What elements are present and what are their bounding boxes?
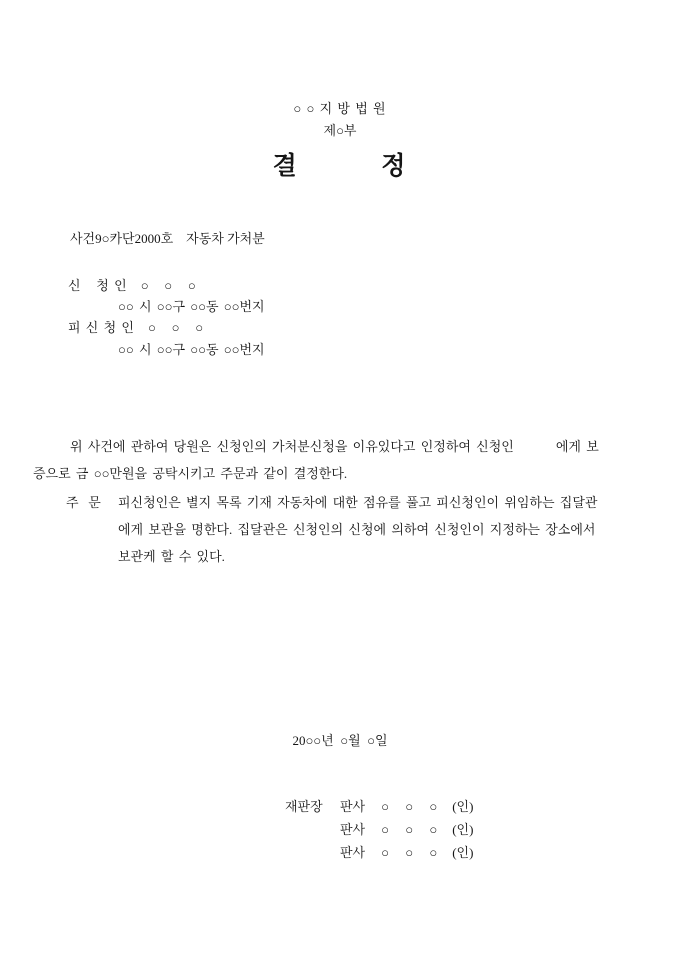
decision-date: 20○○년 ○월 ○일 bbox=[292, 733, 388, 748]
party-row-respondent bbox=[68, 318, 203, 338]
order-line-3: 보관케 할 수 있다. bbox=[118, 549, 225, 564]
decision-reason-line-1: 위 사건에 관하여 당원은 신청인의 가처분신청을 이유있다고 인정하여 신청인 에게 보 bbox=[70, 439, 599, 454]
judge-name: ○ ○ ○ bbox=[381, 845, 438, 860]
judge-name: ○ ○ ○ bbox=[381, 799, 438, 814]
judge-row-3 bbox=[285, 843, 473, 863]
judge-name: ○ ○ ○ bbox=[381, 822, 438, 837]
judge-row-2 bbox=[285, 820, 473, 840]
order-line-2: 에게 보관을 명한다. 집달관은 신청인의 신청에 의하여 신청인이 지정하는 장소에서 bbox=[118, 522, 596, 537]
order-line-1: 피신청인은 별지 목록 기재 자동차에 대한 점유를 풀고 피신청인이 위임하는 집달관 bbox=[118, 495, 598, 510]
respondent-name: ○ ○ ○ bbox=[147, 320, 204, 335]
judge-row-presiding bbox=[285, 797, 473, 817]
decision-reason-paragraph bbox=[33, 433, 658, 487]
judge-seal-label: (인) bbox=[452, 845, 474, 860]
court-division: 제○부 bbox=[323, 123, 357, 138]
respondent-address: ○○ 시 ○○구 ○○동 ○○번지 bbox=[118, 342, 265, 357]
party-row-applicant bbox=[68, 276, 196, 296]
applicant-label: 신 청 인 bbox=[68, 278, 127, 293]
judge-title-label: 판사 bbox=[340, 822, 366, 837]
order-paragraph bbox=[118, 489, 663, 570]
judge-role-label: 재판장 bbox=[285, 799, 323, 814]
judge-seal-label: (인) bbox=[452, 822, 474, 837]
judge-title-label: 판사 bbox=[340, 845, 366, 860]
judge-title-label: 판사 bbox=[340, 799, 366, 814]
order-label: 주 문 bbox=[66, 495, 101, 510]
decision-reason-line-2: 증으로 금 ○○만원을 공탁시키고 주문과 같이 결정한다. bbox=[33, 466, 348, 481]
applicant-name: ○ ○ ○ bbox=[140, 278, 196, 293]
document-title: 결 정 bbox=[272, 153, 408, 180]
court-name: ○ ○ 지 방 법 원 bbox=[293, 101, 387, 116]
case-number-line: 사건9○카단2000호 자동차 가처분 bbox=[70, 231, 265, 246]
judge-seal-label: (인) bbox=[452, 799, 474, 814]
applicant-address: ○○ 시 ○○구 ○○동 ○○번지 bbox=[118, 299, 265, 314]
respondent-label: 피 신 청 인 bbox=[68, 320, 134, 335]
